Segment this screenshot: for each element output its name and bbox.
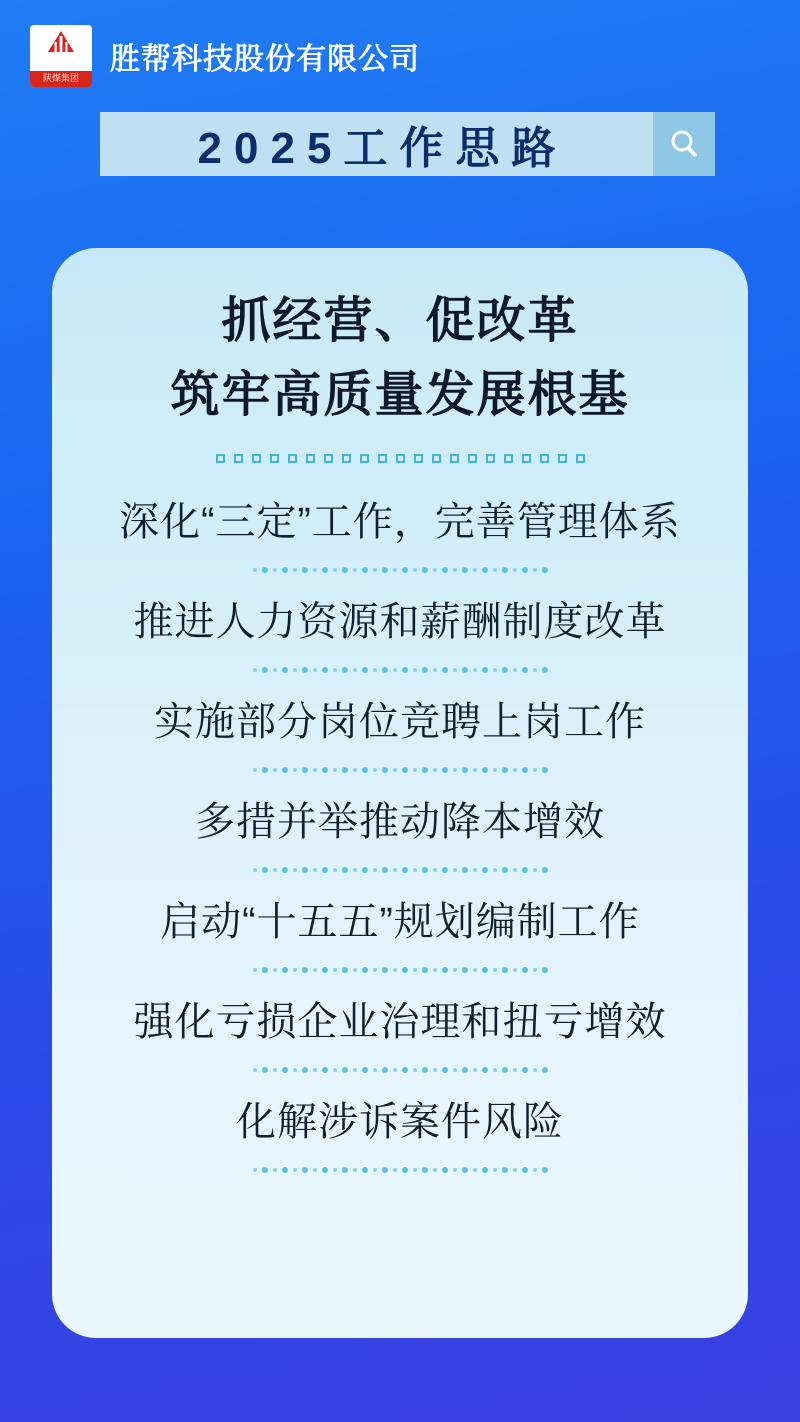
- list-item: [80, 681, 720, 781]
- divider-dot: [270, 454, 279, 463]
- divider-dot: [216, 454, 225, 463]
- mountain-logo-icon: [41, 30, 81, 64]
- headline-line-1: 抓经营、促改革: [221, 294, 579, 348]
- list-item-label: 推进人力资源和薪酬制度改革: [133, 600, 667, 644]
- divider-dot: [252, 454, 261, 463]
- company-logo: [30, 25, 92, 87]
- header: [0, 0, 800, 90]
- divider-dot: [450, 454, 459, 463]
- title-bar: [100, 112, 715, 176]
- divider-dot: [504, 454, 513, 463]
- divider-dot: [468, 454, 477, 463]
- divider-dot: [432, 454, 441, 463]
- list-item: [80, 881, 720, 981]
- divider-dot: [360, 454, 369, 463]
- wave-divider: [80, 761, 720, 781]
- company-name: 胜帮科技股份有限公司: [110, 43, 420, 76]
- item-list: [80, 481, 720, 1181]
- list-item: [80, 981, 720, 1081]
- page-title: 2025工作思路: [197, 124, 568, 173]
- list-item: [80, 1081, 720, 1181]
- logo-text: 陕煤集团: [42, 73, 79, 83]
- divider-dot: [558, 454, 567, 463]
- search-icon: [667, 127, 701, 161]
- list-item-label: 深化“三定”工作，完善管理体系: [119, 500, 681, 544]
- list-item-label: 启动“十五五”规划编制工作: [160, 900, 640, 944]
- list-item: [80, 481, 720, 581]
- headline: [80, 284, 720, 432]
- divider-dot: [306, 454, 315, 463]
- wave-divider: [80, 561, 720, 581]
- square-dot-divider: [80, 454, 720, 463]
- divider-dot: [414, 454, 423, 463]
- list-item: [80, 581, 720, 681]
- divider-dot: [522, 454, 531, 463]
- divider-dot: [288, 454, 297, 463]
- wave-divider: [80, 661, 720, 681]
- divider-dot: [324, 454, 333, 463]
- list-item-label: 化解涉诉案件风险: [236, 1100, 564, 1144]
- divider-dot: [342, 454, 351, 463]
- divider-dot: [378, 454, 387, 463]
- divider-dot: [540, 454, 549, 463]
- divider-dot: [396, 454, 405, 463]
- list-item: [80, 781, 720, 881]
- headline-line-2: 筑牢高质量发展根基: [170, 368, 630, 422]
- title-band: [100, 112, 653, 176]
- wave-divider: [80, 961, 720, 981]
- list-item-label: 实施部分岗位竞聘上岗工作: [154, 700, 646, 744]
- wave-divider: [80, 1161, 720, 1181]
- divider-dot: [234, 454, 243, 463]
- wave-divider: [80, 1061, 720, 1081]
- wave-divider: [80, 861, 720, 881]
- content-card: [52, 248, 748, 1338]
- divider-dot: [576, 454, 585, 463]
- divider-dot: [486, 454, 495, 463]
- search-button[interactable]: [653, 112, 715, 176]
- list-item-label: 多措并举推动降本增效: [195, 800, 605, 844]
- list-item-label: 强化亏损企业治理和扭亏增效: [133, 1000, 667, 1044]
